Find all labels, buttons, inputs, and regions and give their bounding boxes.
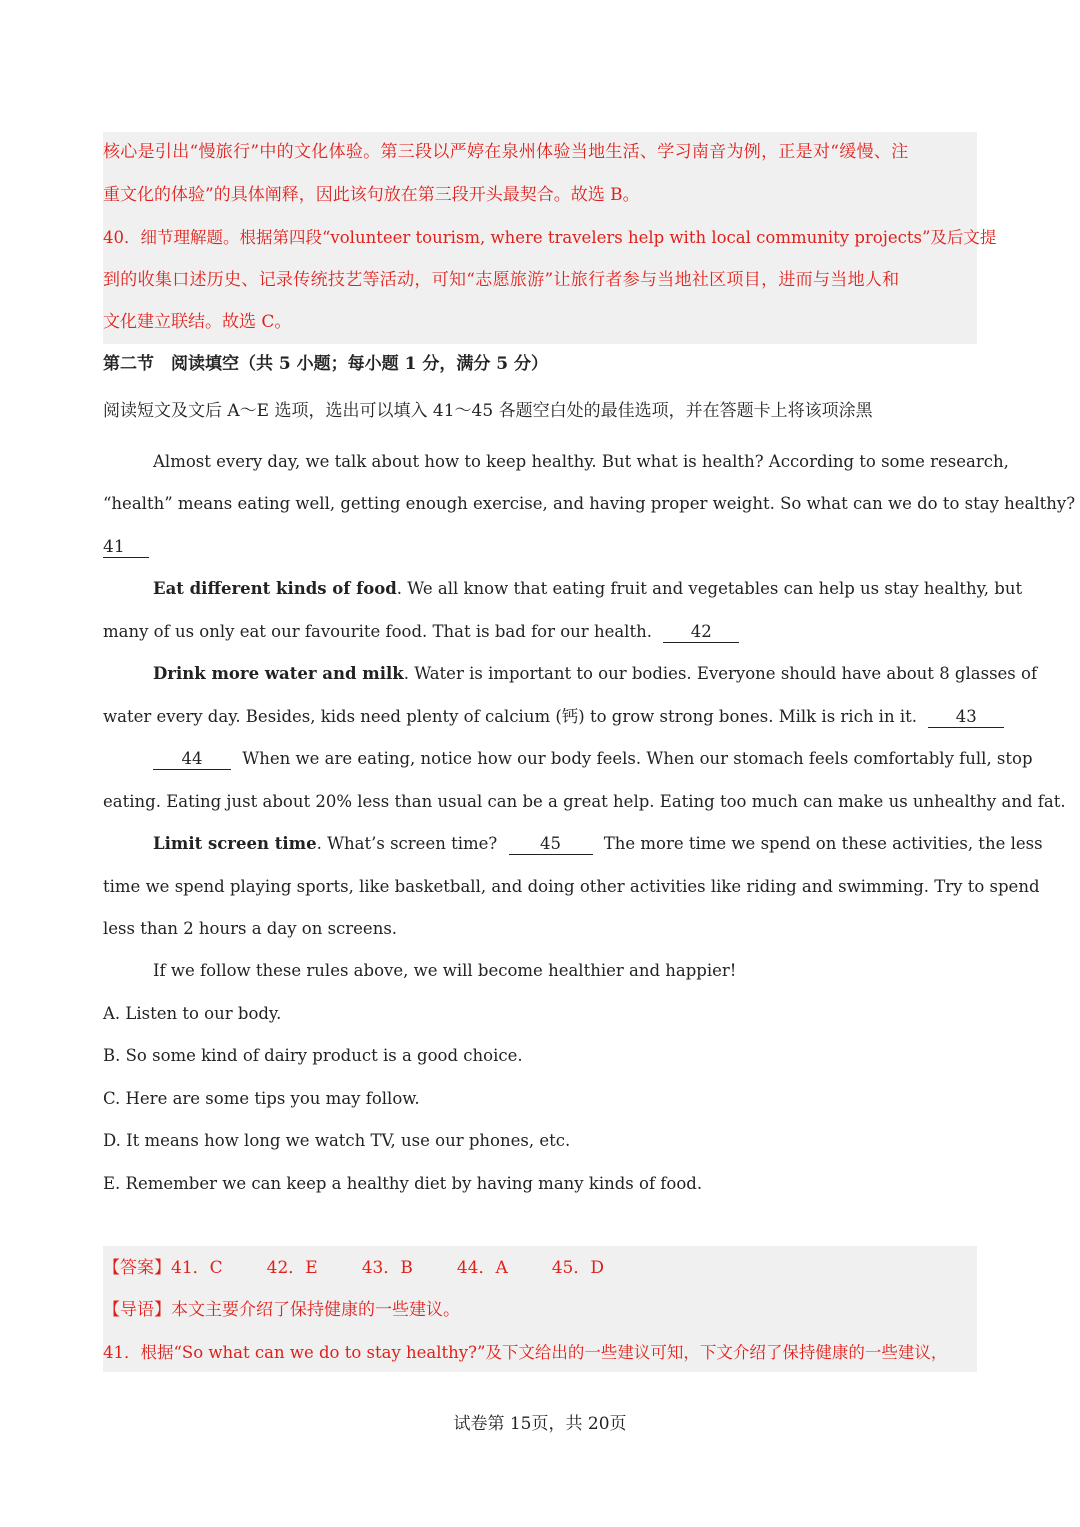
tip-heading: Limit screen time: [153, 834, 317, 853]
guide-line: [103, 1298, 460, 1322]
answer-item: 43．B: [361, 1258, 413, 1278]
answer-item: 45．D: [551, 1258, 604, 1278]
passage-text: The more time we spend on these activities, the less: [603, 834, 1043, 853]
explanation-line: 核心是引出“慢旅行”中的文化体验。第三段以严婷在泉州体验当地生活、学习南音为例，正是对“缓慢、注: [103, 142, 909, 162]
passage-line: less than 2 hours a day on screens.: [103, 919, 398, 938]
passage-line: Almost every day, we talk about how to keep healthy. But what is health? According to some research,: [153, 452, 1009, 471]
passage-text: . Water is important to our bodies. Everyone should have about 8 glasses of: [403, 664, 1038, 683]
blank-41: 41: [103, 537, 149, 558]
passage-line: “health” means eating well, getting enough exercise, and having proper weight. So what can we do to stay healthy?: [103, 494, 1076, 513]
answer-item: 41．C: [171, 1258, 223, 1278]
passage-line: If we follow these rules above, we will become healthier and happier!: [153, 961, 737, 980]
explanation-line: 到的收集口述历史、记录传统技艺等活动，可知“志愿旅游”让旅行者参与当地社区项目，进而与当地人和: [103, 270, 900, 290]
explanation-line: 重文化的体验”的具体阐释，因此该句放在第三段开头最契合。故选 B。: [103, 185, 640, 205]
guide-text: 本文主要介绍了保持健康的一些建议。: [171, 1300, 460, 1320]
option-b: B. So some kind of dairy product is a good choice.: [103, 1046, 523, 1065]
section-instruction: 阅读短文及文后 A～E 选项，选出可以填入 41～45 各题空白处的最佳选项，并在答题卡上将该项涂黑: [103, 401, 873, 421]
passage-line: eating. Eating just about 20% less than usual can be a great help. Eating too much can make us unhealthy and fat.: [103, 792, 1066, 811]
blank-44: 44: [153, 749, 231, 770]
option-a: A. Listen to our body.: [103, 1004, 282, 1023]
passage-text: . What’s screen time?: [316, 834, 498, 853]
blank-45: 45: [509, 834, 593, 855]
passage-text: . We all know that eating fruit and vegetables can help us stay healthy, but: [396, 579, 1023, 598]
tip-heading: Drink more water and milk: [153, 664, 404, 683]
explanation-line: 40．细节理解题。根据第四段“volunteer tourism, where travelers help with local community projects”及后文提: [103, 228, 997, 247]
passage-text: water every day. Besides, kids need plenty of calcium (钙) to grow strong bones. Milk is rich in it.: [103, 707, 917, 726]
answer-line: [103, 1256, 604, 1280]
tip-heading: Eat different kinds of food: [153, 579, 397, 598]
passage-text: many of us only eat our favourite food. That is bad for our health.: [103, 622, 652, 641]
section-title: 第二节 阅读填空（共 5 小题；每小题 1 分，满分 5 分）: [103, 354, 548, 374]
explanation-41: 41．根据“So what can we do to stay healthy?”及下文给出的一些建议可知，下文介绍了保持健康的一些建议，: [103, 1343, 948, 1362]
option-d: D. It means how long we watch TV, use our phones, etc.: [103, 1131, 571, 1150]
answer-item: 42．E: [266, 1258, 318, 1278]
answer-item: 44．A: [456, 1258, 508, 1278]
passage-line: time we spend playing sports, like basketball, and doing other activities like riding and swimming. Try to spend: [103, 877, 1040, 896]
guide-label: 【导语】: [103, 1300, 171, 1320]
blank-42: 42: [663, 622, 739, 643]
passage-text: When we are eating, notice how our body feels. When our stomach feels comfortably full, stop: [242, 749, 1033, 768]
answer-label: 【答案】: [103, 1258, 171, 1278]
blank-43: 43: [928, 707, 1004, 728]
page-footer: 试卷第 15页，共 20页: [453, 1414, 627, 1434]
option-c: C. Here are some tips you may follow.: [103, 1089, 420, 1108]
explanation-line: 文化建立联结。故选 C。: [103, 312, 292, 332]
option-e: E. Remember we can keep a healthy diet by having many kinds of food.: [103, 1174, 703, 1193]
